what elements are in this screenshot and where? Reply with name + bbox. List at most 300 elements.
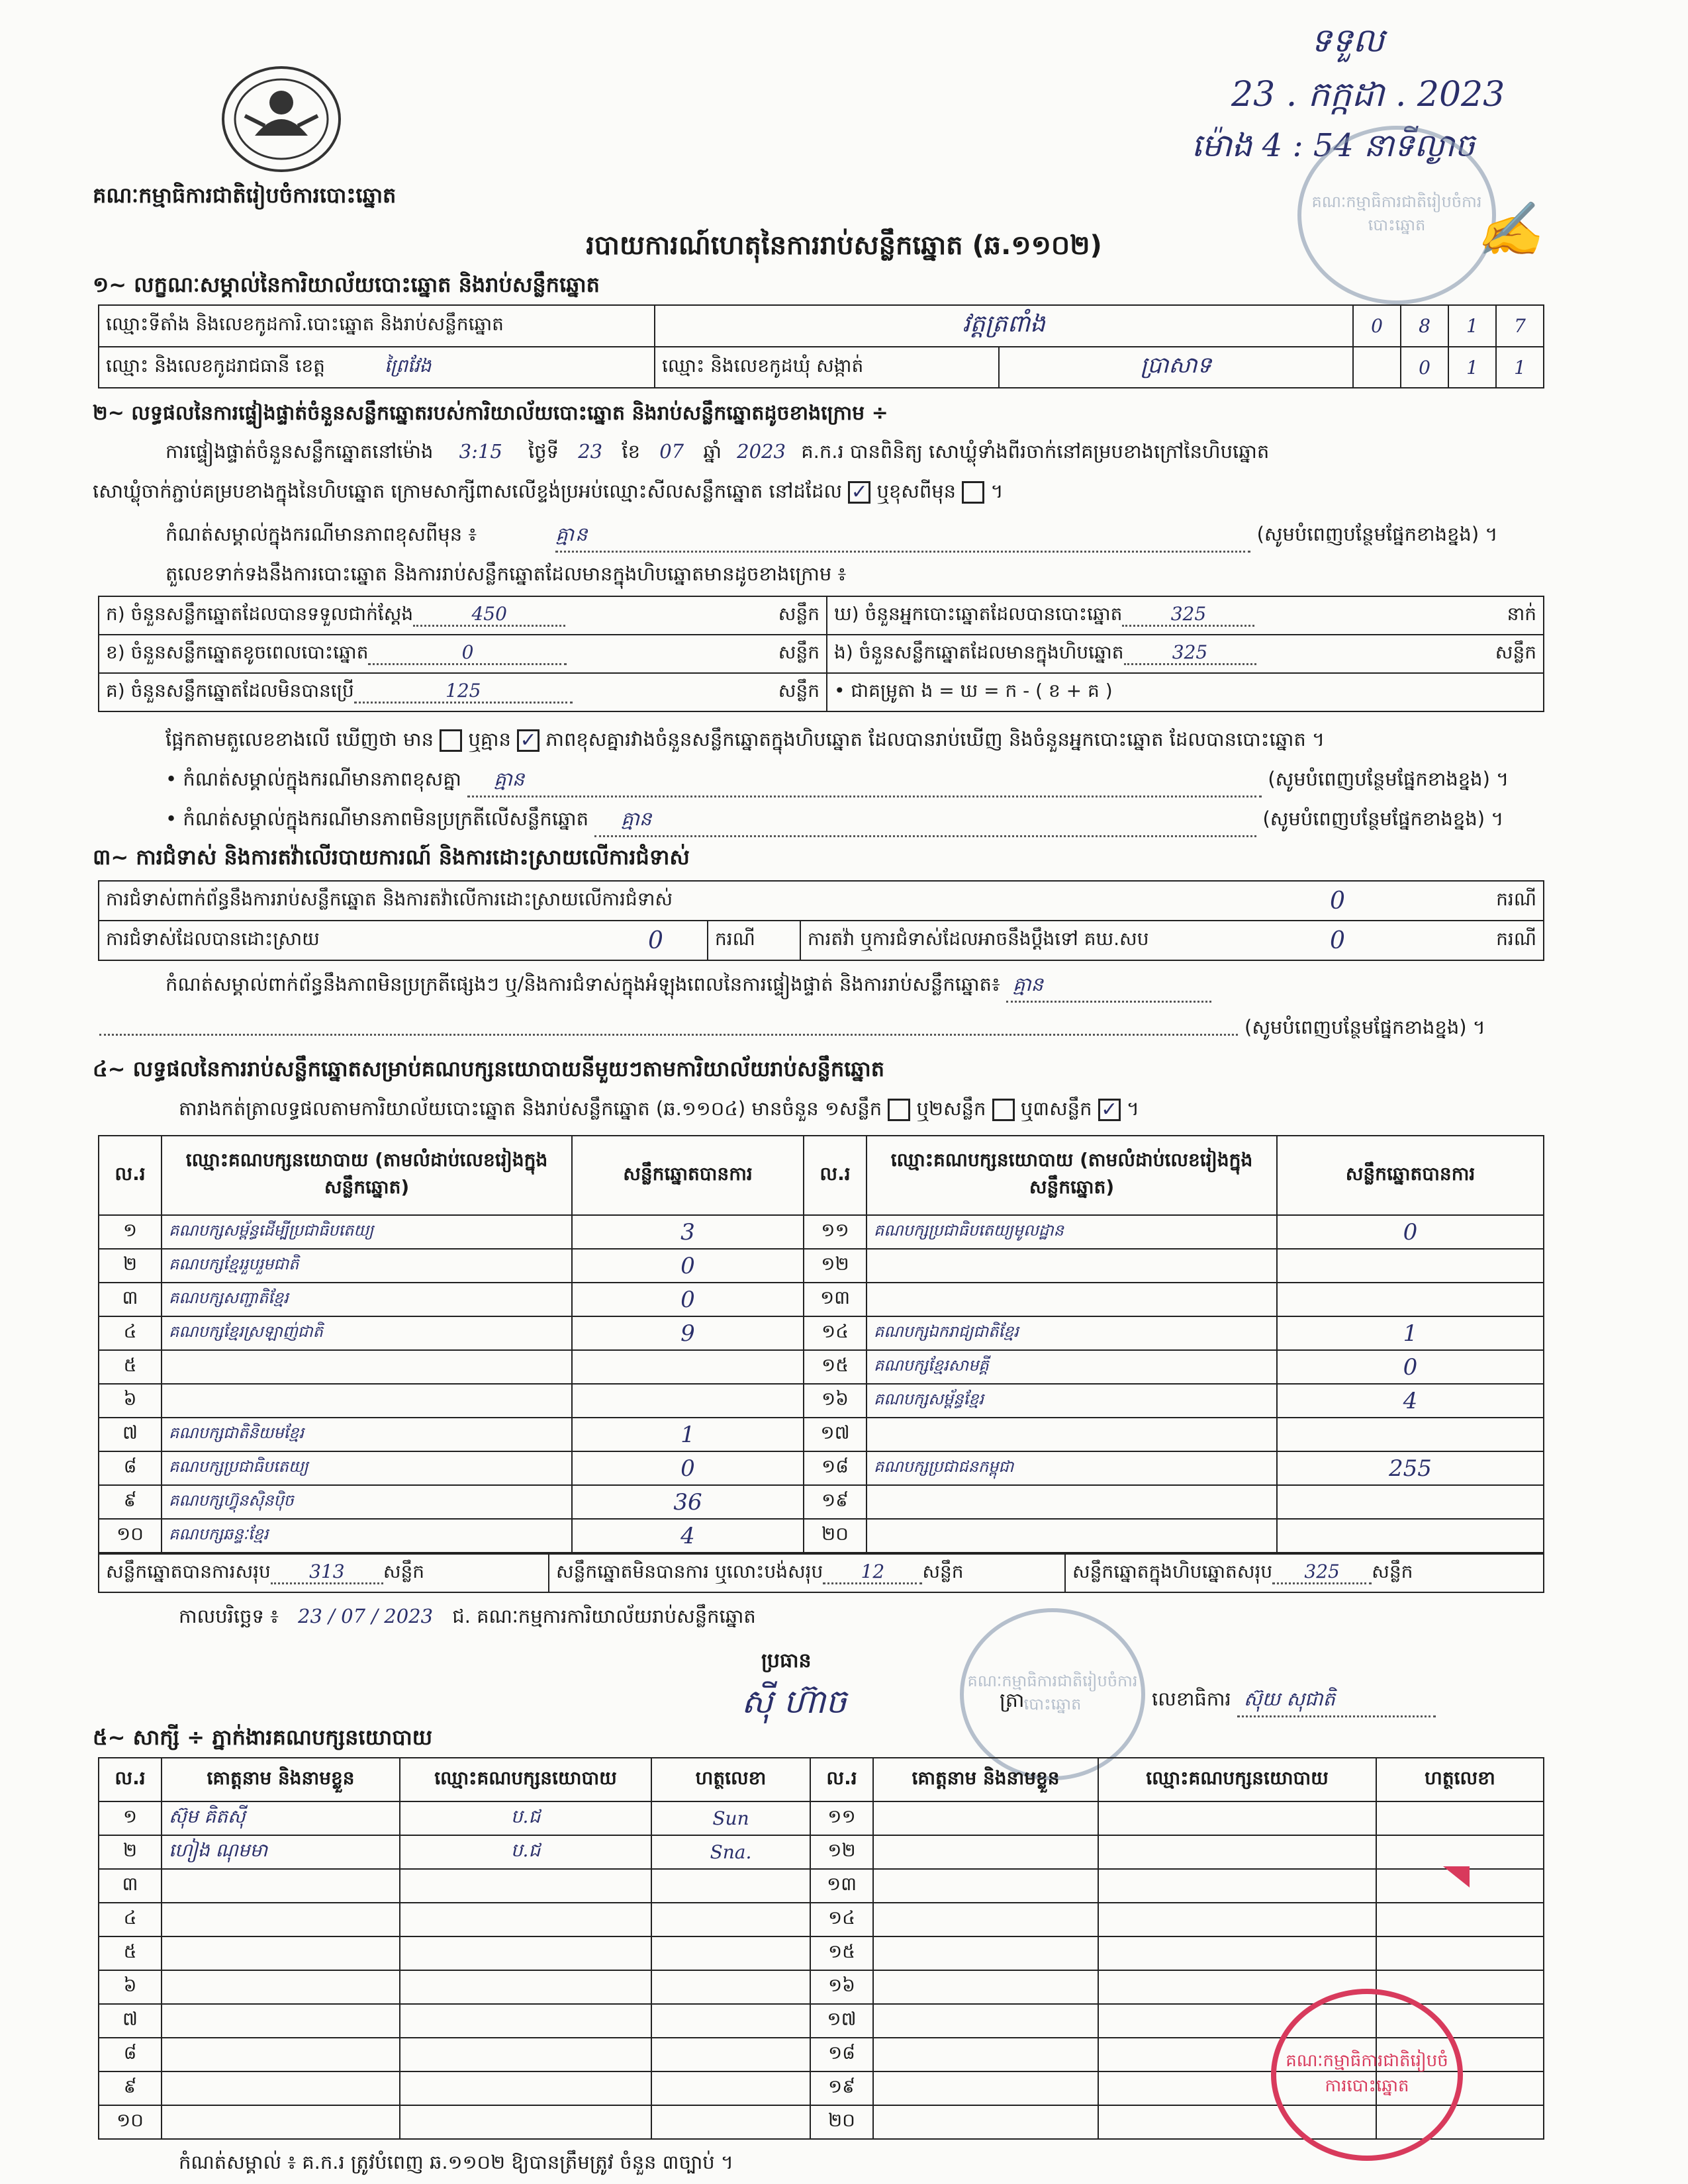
changed-checkbox[interactable]: [962, 481, 984, 504]
complaints-row1: [99, 881, 1544, 921]
count-ngo-label: ង) ចំនួនសន្លឹកឆ្នោតដែលមានក្នុងហិបឆ្នោត: [834, 641, 1124, 663]
no-difference-checkbox[interactable]: ✓: [517, 729, 539, 752]
count-ka-unit: សន្លឹក: [778, 602, 820, 625]
commune-code-3: 1: [1496, 347, 1544, 388]
three-sheet-label: ឬ៣សន្លឹក: [1020, 1097, 1092, 1120]
count-ko-label: គ) ចំនួនសន្លឹកឆ្នោតដែលមិនបានប្រើ: [106, 679, 354, 702]
secretary-value: ស៊ុយ សុជាតិ: [1237, 1688, 1436, 1717]
party-votes: [1277, 1283, 1544, 1316]
count-kha-value: 0: [368, 641, 567, 665]
chair-label: ប្រធាន: [761, 1649, 812, 1672]
verification-text-e: គ.ក.រ បានពិនិត្យ សោឃ្លុំទាំងពីរចាក់នៅគម្របខាងក្រៅនៃហិបឆ្នោត: [801, 440, 1270, 463]
results-row: [99, 1215, 1544, 1249]
total-box: [1065, 1554, 1544, 1592]
party-number: ១៤: [804, 1316, 867, 1350]
seal-text: គណៈកម្មាធិការជាតិរៀបចំការបោះឆ្នោត: [1311, 193, 1482, 234]
total-valid-label: សន្លឹកឆ្នោតបានការសរុប: [106, 1560, 271, 1582]
verification-year: 2023: [737, 440, 786, 463]
witness-signature: [1376, 1936, 1544, 1970]
witness-row: [99, 1801, 1544, 1835]
witness-signature: [651, 1936, 810, 1970]
party-name: [162, 1350, 572, 1384]
witness-number: ៥: [99, 1936, 162, 1970]
witness-name: [873, 1801, 1098, 1835]
party-name: [867, 1249, 1277, 1283]
witness-header-party-right: ឈ្មោះគណបក្សនយោបាយ: [1098, 1758, 1376, 1801]
verification-text-d: ឆ្នាំ: [703, 440, 722, 463]
party-name: គណបក្សជាតិនិយមខ្មែរ: [162, 1418, 572, 1451]
witness-party: [1098, 1869, 1376, 1903]
complaints-row1-value: 0: [1330, 887, 1345, 915]
witness-number: ១២: [810, 1835, 873, 1869]
witness-name: [873, 2038, 1098, 2071]
province-label: [99, 347, 655, 388]
counts-intro: តួលេខទាក់ទងនឹងការបោះឆ្នោត និងការរាប់សន្លឹកឆ្នោតដែលមានក្នុងហិបឆ្នោតមានដូចខាងក្រោម ៖: [165, 563, 847, 585]
witness-number: ១១: [810, 1801, 873, 1835]
party-number: ៣: [99, 1283, 162, 1316]
location-code-4: 7: [1496, 305, 1544, 347]
party-number: ១៧: [804, 1418, 867, 1451]
party-votes: 4: [1277, 1384, 1544, 1418]
seal-stamp-top: [1297, 126, 1496, 304]
results-header-votes-right: សន្លឹកឆ្នោតបានការ: [1277, 1136, 1544, 1215]
witness-name: [162, 1936, 400, 1970]
party-votes: [572, 1350, 804, 1384]
witness-number: ១៦: [810, 1970, 873, 2004]
commune-value: ប្រាសាទ: [999, 347, 1353, 388]
commune-code-1: 0: [1401, 347, 1448, 388]
witness-name: [873, 1903, 1098, 1936]
results-row: [99, 1249, 1544, 1283]
witness-name: ហៀង ណុមមា: [162, 1835, 400, 1869]
witness-party: [1098, 1936, 1376, 1970]
count-kho-label: ឃ) ចំនួនអ្នកបោះឆ្នោតដែលបានបោះឆ្នោត: [834, 602, 1123, 625]
party-name: [867, 1283, 1277, 1316]
party-votes: 0: [1277, 1350, 1544, 1384]
two-sheet-label: ឬ២សន្លឹក: [916, 1097, 986, 1120]
witness-header-sig-right: ហត្ថលេខា: [1376, 1758, 1544, 1801]
count-row-kho: [827, 596, 1544, 635]
difference-remark-value: គ្មាន: [555, 523, 1250, 553]
witness-row: [99, 1936, 1544, 1970]
count-ka-value: 450: [413, 603, 565, 627]
party-name: គណបក្សខ្មែរសាមគ្គី: [867, 1350, 1277, 1384]
witness-name: [162, 1970, 400, 2004]
results-header-no-right: ល.រ: [804, 1136, 867, 1215]
party-votes: 3: [572, 1215, 804, 1249]
witness-signature: Sun: [651, 1801, 810, 1835]
count-kha-unit: សន្លឹក: [778, 641, 820, 663]
witness-signature: [651, 1869, 810, 1903]
count-row-ka: [99, 596, 827, 635]
party-number: ១៩: [804, 1485, 867, 1519]
chair-signature: ស៊ី ហ៊ាច: [741, 1682, 847, 1721]
section1-table: [98, 304, 1544, 388]
witness-party: [400, 1936, 651, 1970]
sheet-count-text: តារាងកត់ត្រាលទ្ធផលតាមការិយាល័យបោះឆ្នោត និងរាប់សន្លឹកឆ្នោត (ឆ.១១០៤) មានចំនួន ១សន្លឹក: [179, 1097, 882, 1120]
verification-line1: [165, 440, 1269, 468]
witness-number: ២: [99, 1835, 162, 1869]
party-number: ៤: [99, 1316, 162, 1350]
verification-text-b: ថ្ងៃទី: [528, 440, 559, 463]
party-name: គណបក្សសម្ព័ន្ធខ្មែរ: [867, 1384, 1277, 1418]
party-name: គណបក្សឆន្ទៈខ្មែរ: [162, 1519, 572, 1553]
results-row: [99, 1384, 1544, 1418]
difference-remark: [165, 523, 1497, 553]
party-name: គណបក្សប្រជាធិបតេយ្យមូលដ្ឋាន: [867, 1215, 1277, 1249]
complaints-row2a-unit: ករណី: [708, 921, 800, 960]
bullet-difference-value: គ្មាន: [467, 768, 1262, 797]
party-number: ២០: [804, 1519, 867, 1553]
date-line: [179, 1605, 756, 1633]
count-row-kha: [99, 635, 827, 673]
witness-number: ៨: [99, 2038, 162, 2071]
count-row-ko: [99, 673, 827, 711]
witness-party: [400, 1970, 651, 2004]
footer-note: កំណត់សម្គាល់ ៖ គ.ក.រ ត្រូវបំពេញ ឆ.១១០២ ឱ្យបានត្រឹមត្រូវ ចំនួន ៣ច្បាប់ ។: [179, 2151, 734, 2173]
complaints-row2b: [800, 921, 1544, 960]
results-row: [99, 1485, 1544, 1519]
party-votes: [1277, 1485, 1544, 1519]
complaints-row1-unit: ករណី: [1496, 887, 1536, 910]
complaints-row1-label: ការជំទាស់ពាក់ព័ន្ធនឹងការរាប់សន្លឹកឆ្នោត និងការតវ៉ាលើការដោះស្រាយលើការជំទាស់: [106, 887, 673, 910]
witness-party: [1098, 1835, 1376, 1869]
party-votes: 255: [1277, 1451, 1544, 1485]
location-code-2: 8: [1401, 305, 1448, 347]
party-votes: 36: [572, 1485, 804, 1519]
results-header-party-right: ឈ្មោះគណបក្សនយោបាយ (តាមលំដាប់លេខរៀងក្នុងសន្លឹកឆ្នោត): [867, 1136, 1277, 1215]
total-box-unit: សន្លឹក: [1372, 1560, 1413, 1582]
verification-month: 07: [659, 440, 684, 463]
one-sheet-checkbox[interactable]: [888, 1099, 910, 1121]
count-ngo-unit: សន្លឹក: [1495, 641, 1536, 663]
section1-title: ១~ លក្ខណៈសម្គាល់នៃការិយាល័យបោះឆ្នោត និងរាប់សន្លឹកឆ្នោត: [93, 272, 600, 297]
witness-name: [162, 2004, 400, 2038]
date-value: 23 / 07 / 2023: [298, 1605, 434, 1627]
party-name: គណបក្សប្រជាជនកម្ពុជា: [867, 1451, 1277, 1485]
witness-name: [162, 2105, 400, 2139]
witness-number: ១៧: [810, 2004, 873, 2038]
party-name: គណបក្សខ្មែរស្រឡាញ់ជាតិ: [162, 1316, 572, 1350]
count-ka-label: ក) ចំនួនសន្លឹកឆ្នោតដែលបានទទួលជាក់ស្តែង: [106, 602, 414, 625]
results-header-party: ឈ្មោះគណបក្សនយោបាយ (តាមលំដាប់លេខរៀងក្នុងសន្លឹកឆ្នោត): [162, 1136, 572, 1215]
witness-number: ៣: [99, 1869, 162, 1903]
party-number: ១០: [99, 1519, 162, 1553]
witness-name: [162, 2071, 400, 2105]
witness-header-sig: ហត្ថលេខា: [651, 1758, 810, 1801]
witness-party: [1098, 1903, 1376, 1936]
fill-hint-1: (សូមបំពេញបន្ថែមផ្នែកខាងខ្នង) ។: [1256, 523, 1498, 545]
party-number: ២: [99, 1249, 162, 1283]
form-title: របាយការណ៍ហេតុនៃការរាប់សន្លឹកឆ្នោត (ឆ.១១០២): [586, 230, 1102, 261]
witness-signature: [651, 2071, 810, 2105]
party-votes: 0: [572, 1283, 804, 1316]
total-invalid: [549, 1554, 1065, 1592]
witness-party: ប.ជ: [400, 1801, 651, 1835]
three-sheet-checkbox[interactable]: ✓: [1098, 1099, 1121, 1121]
witness-party: ប.ជ: [400, 1835, 651, 1869]
witness-party: [400, 2071, 651, 2105]
total-invalid-value: 12: [823, 1561, 922, 1584]
party-name: គណបក្សខ្មែររួបរួមជាតិ: [162, 1249, 572, 1283]
verification-day: 23: [578, 440, 603, 463]
party-number: ៩: [99, 1485, 162, 1519]
witness-signature: Sna.: [651, 1835, 810, 1869]
total-box-label: សន្លឹកឆ្នោតក្នុងហិបឆ្នោតសរុប: [1072, 1560, 1273, 1582]
compare-text-c: ភាពខុសគ្នារវាងចំនួនសន្លឹកឆ្នោតក្នុងហិបឆ្នោត ដែលបានរាប់ឃើញ និងចំនួនអ្នកបោះឆ្នោត ដែលបានបោះឆ្នោត ។: [545, 728, 1325, 751]
complaints-remark-value: គ្មាន: [1006, 973, 1211, 1003]
party-name: គណបក្សសញ្ជាតិខ្មែរ: [162, 1283, 572, 1316]
location-label: ឈ្មោះទីតាំង និងលេខកូដការិ.បោះឆ្នោត និងរាប់សន្លឹកឆ្នោត: [99, 305, 655, 347]
party-votes: 1: [572, 1418, 804, 1451]
total-valid-unit: សន្លឹក: [383, 1560, 425, 1582]
verification-time: 3:15: [459, 440, 502, 463]
party-number: ៦: [99, 1384, 162, 1418]
section3-title: ៣~ ការជំទាស់ និងការតវ៉ាលើរបាយការណ៍ និងការដោះស្រាយលើការជំទាស់: [93, 844, 690, 870]
party-name: [867, 1418, 1277, 1451]
results-totals: [98, 1553, 1544, 1593]
results-row: [99, 1418, 1544, 1451]
witness-name: [873, 1970, 1098, 2004]
count-kho-unit: នាក់: [1507, 602, 1536, 625]
witness-name: [873, 2071, 1098, 2105]
party-votes: [1277, 1418, 1544, 1451]
results-header-no: ល.រ: [99, 1136, 162, 1215]
count-ko-value: 125: [354, 680, 573, 704]
party-votes: 4: [572, 1519, 804, 1553]
witness-name: [873, 1835, 1098, 1869]
party-number: ៧: [99, 1418, 162, 1451]
party-number: ១២: [804, 1249, 867, 1283]
witness-party: [400, 2004, 651, 2038]
commune-label: ឈ្មោះ និងលេខកូដឃុំ សង្កាត់: [655, 347, 999, 388]
witness-number: ១៨: [810, 2038, 873, 2071]
seal-red-text: គណៈកម្មាធិការជាតិរៀបចំការបោះឆ្នោត: [1286, 2051, 1448, 2096]
section2-title: ២~ លទ្ធផលនៃការផ្ទៀងផ្ទាត់ចំនួនសន្លឹកឆ្នោតរបស់ការិយាល័យបោះឆ្នោត និងរាប់សន្លឹកឆ្នោតដូចខាងក្រោម ÷: [93, 402, 888, 425]
total-valid-value: 313: [271, 1561, 383, 1584]
party-name: គណបក្សសម្ព័ន្ធដើម្បីប្រជាធិបតេយ្យ: [162, 1215, 572, 1249]
results-row: [99, 1451, 1544, 1485]
fill-hint-3: (សូមបំពេញបន្ថែមផ្នែកខាងខ្នង) ។: [1262, 807, 1504, 830]
witness-number: ១៣: [810, 1869, 873, 1903]
party-votes: 0: [572, 1249, 804, 1283]
bullet-irregular-value: គ្មាន: [594, 807, 1256, 837]
count-kho-value: 325: [1122, 603, 1254, 627]
complaints-row2a-label: ការជំទាស់ដែលបានដោះស្រាយ: [106, 927, 320, 950]
total-valid: [99, 1554, 549, 1592]
party-votes: [1277, 1249, 1544, 1283]
witness-signature: [651, 2105, 810, 2139]
count-ngo-value: 325: [1124, 641, 1256, 665]
witness-number: ៩: [99, 2071, 162, 2105]
results-row: [99, 1350, 1544, 1384]
witness-party: [400, 1869, 651, 1903]
has-difference-checkbox[interactable]: [440, 729, 462, 752]
witness-name: [162, 2038, 400, 2071]
party-name: [867, 1519, 1277, 1553]
party-name: គណបក្សឯករាជ្យជាតិខ្មែរ: [867, 1316, 1277, 1350]
complaints-row2a-value: 0: [648, 927, 663, 954]
verification-text-a: ការផ្ទៀងផ្ទាត់ចំនួនសន្លឹកឆ្នោតនៅម៉ោង: [165, 440, 434, 463]
witness-signature: [651, 2038, 810, 2071]
complaints-dotline: [99, 1016, 1238, 1036]
witness-signature: [1376, 1835, 1544, 1869]
total-box-value: 325: [1272, 1561, 1372, 1584]
witness-header-name: គោត្តនាម និងនាមខ្លួន: [162, 1758, 400, 1801]
province-value: ព្រៃវែង: [384, 354, 432, 377]
complaints-row2b-label: ការតវ៉ា ឬការជំទាស់ដែលអាចនឹងប្តឹងទៅ គឃ.សប: [808, 927, 1149, 950]
witness-number: ៦: [99, 1970, 162, 2004]
party-number: ៥: [99, 1350, 162, 1384]
witness-header-name-right: គោត្តនាម និងនាមខ្លួន: [873, 1758, 1098, 1801]
fill-hint-4: (សូមបំពេញបន្ថែមផ្នែកខាងខ្នង) ។: [1244, 1016, 1485, 1038]
witness-number: ១៤: [810, 1903, 873, 1936]
witness-signature: [1376, 1903, 1544, 1936]
signature-top: ✍: [1476, 199, 1542, 260]
seal-middle-text: គណៈកម្មាធិការជាតិរៀបចំការបោះឆ្នោត: [967, 1672, 1138, 1713]
witness-name: [873, 1869, 1098, 1903]
section5-title: ៥~ សាក្សី ÷ ភ្នាក់ងារគណបក្សនយោបាយ: [93, 1725, 433, 1750]
bullet-irregular-label: • កំណត់សម្គាល់ក្នុងករណីមានភាពមិនប្រក្រតីលើសន្លឹកឆ្នោត: [165, 807, 589, 830]
witness-name: [873, 2004, 1098, 2038]
witness-name: [873, 2105, 1098, 2139]
complaints-row2a: [99, 921, 708, 960]
receipt-label: ទទួល: [1311, 21, 1385, 60]
province-label-text: ឈ្មោះ និងលេខកូដរាជធានី ខេត្ត: [106, 354, 325, 377]
party-votes: 0: [1277, 1215, 1544, 1249]
party-number: ១៥: [804, 1350, 867, 1384]
witness-name: [162, 1869, 400, 1903]
seal-stamp-red: [1271, 1989, 1463, 2161]
location-code-3: 1: [1448, 305, 1496, 347]
witness-signature: [1376, 1801, 1544, 1835]
witness-party: [400, 2038, 651, 2071]
witness-row: [99, 1835, 1544, 1869]
fill-hint-2: (សូមបំពេញបន្ថែមផ្នែកខាងខ្នង) ។: [1268, 768, 1509, 790]
location-code-1: 0: [1353, 305, 1401, 347]
witness-header-party: ឈ្មោះគណបក្សនយោបាយ: [400, 1758, 651, 1801]
section4-title: ៤~ លទ្ធផលនៃការរាប់សន្លឹកឆ្នោតសម្រាប់គណបក្សនយោបាយនីមួយៗតាមការិយាល័យរាប់សន្លឹកឆ្នោត: [93, 1056, 885, 1081]
signoff-text: ជ. គណៈកម្មការការិយាល័យរាប់សន្លឹកឆ្នោត: [452, 1605, 756, 1627]
party-votes: [1277, 1519, 1544, 1553]
bullet-difference-label: • កំណត់សម្គាល់ក្នុងករណីមានភាពខុសគ្នា: [165, 768, 461, 790]
location-value: វត្តត្រពាំង: [655, 305, 1353, 347]
total-invalid-unit: សន្លឹក: [922, 1560, 964, 1582]
witness-signature: [651, 2004, 810, 2038]
total-invalid-label: សន្លឹកឆ្នោតមិនបានការ ឬលោះបង់សរុប: [556, 1560, 823, 1582]
verification-text-c: ខែ: [622, 440, 640, 463]
verification-line2: សោឃ្លុំចាក់ភ្ជាប់គម្របខាងក្នុងនៃហិបឆ្នោត ក្រោមសាក្សីពាសលើខ្ទង់ប្រអប់ឈ្មោះសីលសន្លឹកឆ្នោត នៅដដែល ✓ ឬខុសពីមុន ។: [93, 480, 1004, 504]
witness-signature: [651, 1970, 810, 2004]
results-row: [99, 1316, 1544, 1350]
witness-row: [99, 1903, 1544, 1936]
complaints-row2b-unit: ករណី: [1496, 927, 1536, 950]
date-label: កាលបរិច្ឆេទ ៖: [179, 1605, 279, 1627]
red-flag-mark: [1443, 1866, 1470, 1888]
count-kha-label: ខ) ចំនួនសន្លឹកឆ្នោតខូចពេលបោះឆ្នោត: [106, 641, 369, 663]
party-name: គណបក្សប្រជាធិបតេយ្យ: [162, 1451, 572, 1485]
count-formula: • ជាគម្រូតា ង = ឃ = ក - ( ខ + គ ): [827, 673, 1544, 711]
complaints-table: [98, 880, 1544, 961]
count-row-ngo: [827, 635, 1544, 673]
results-body: [99, 1215, 1544, 1553]
compare-text-b: ឬគ្មាន: [468, 728, 511, 751]
witness-number: ១០: [99, 2105, 162, 2139]
party-name: [162, 1384, 572, 1418]
party-votes: 0: [572, 1451, 804, 1485]
changed-label: ឬខុសពីមុន: [876, 480, 957, 502]
witness-number: ២០: [810, 2105, 873, 2139]
witness-number: ១៥: [810, 1936, 873, 1970]
party-number: ១៨: [804, 1451, 867, 1485]
witness-number: ៧: [99, 2004, 162, 2038]
witness-party: [1098, 1801, 1376, 1835]
difference-remark-label: កំណត់សម្គាល់ក្នុងករណីមានភាពខុសពីមុន ៖: [165, 523, 477, 545]
secretary-line: [1152, 1688, 1436, 1717]
witness-name: [162, 1903, 400, 1936]
party-number: ១១: [804, 1215, 867, 1249]
party-number: ១៦: [804, 1384, 867, 1418]
committee-name: គណៈកម្មាធិការជាតិរៀបចំការបោះឆ្នោត: [93, 183, 397, 208]
results-table: [98, 1135, 1544, 1553]
seal-stamp-middle: [960, 1608, 1145, 1780]
party-votes: 1: [1277, 1316, 1544, 1350]
commune-code-blank: [1353, 347, 1401, 388]
emblem-logo: [218, 63, 344, 175]
witness-number: ៤: [99, 1903, 162, 1936]
witness-signature: [651, 1903, 810, 1936]
bullet-difference: [165, 768, 1509, 797]
party-votes: [572, 1384, 804, 1418]
verification-text-f: សោឃ្លុំចាក់ភ្ជាប់គម្របខាងក្នុងនៃហិបឆ្នោត ក្រោមសាក្សីពាសលើខ្ទង់ប្រអប់ឈ្មោះសីលសន្លឹកឆ្នោត នៅដដែល: [93, 480, 842, 502]
commune-code-2: 1: [1448, 347, 1496, 388]
party-name: [867, 1485, 1277, 1519]
results-row: [99, 1283, 1544, 1316]
receipt-date: 23 . កក្កដា . 2023: [1231, 75, 1505, 114]
compare-text-a: ផ្អែកតាមតួលេខខាងលើ ឃើញថា មាន: [165, 728, 434, 751]
party-number: ១៣: [804, 1283, 867, 1316]
witness-number: ១: [99, 1801, 162, 1835]
results-row: [99, 1519, 1544, 1553]
witness-name: ស៊ុម គិតស៊ី: [162, 1801, 400, 1835]
complaints-remark-label: កំណត់សម្គាល់ពាក់ព័ន្ធនឹងភាពមិនប្រក្រតីផ្សេងៗ ឬ/និងការជំទាស់ក្នុងអំឡុងពេលនៃការផ្ទៀងផ្ទាត់ និងការរាប់សន្លឹកឆ្នោត៖: [165, 973, 1000, 995]
receipt-time: ម៉ោង 4 : 54 នាទីល្ងាច: [1192, 127, 1475, 164]
party-name: គណបក្សហ៊្វុនស៊ិនប៉ិច: [162, 1485, 572, 1519]
witness-party: [400, 1903, 651, 1936]
results-header-votes: សន្លឹកឆ្នោតបានការ: [572, 1136, 804, 1215]
same-checkbox[interactable]: ✓: [848, 481, 870, 504]
sheet-count-line: តារាងកត់ត្រាលទ្ធផលតាមការិយាល័យបោះឆ្នោត និងរាប់សន្លឹកឆ្នោត (ឆ.១១០៤) មានចំនួន ១សន្លឹក ឬ២សន្លឹក ឬ៣សន្លឹក ✓ ។: [179, 1097, 1140, 1121]
witness-name: [873, 1936, 1098, 1970]
complaints-row2b-value: 0: [1330, 927, 1345, 954]
witness-party: [400, 2105, 651, 2139]
party-number: ១: [99, 1215, 162, 1249]
witness-number: ១៩: [810, 2071, 873, 2105]
witness-row: [99, 1869, 1544, 1903]
complaints-remark: [165, 973, 1211, 1003]
counts-table: [98, 596, 1544, 712]
party-votes: 9: [572, 1316, 804, 1350]
secretary-label: លេខាធិការ: [1152, 1688, 1231, 1710]
seal-label: ត្រា: [1000, 1689, 1025, 1712]
bullet-irregular: [165, 807, 1503, 837]
count-ko-unit: សន្លឹក: [778, 679, 820, 702]
witness-header-no-right: ល.រ: [810, 1758, 873, 1801]
witness-header-no: ល.រ: [99, 1758, 162, 1801]
party-number: ៨: [99, 1451, 162, 1485]
two-sheet-checkbox[interactable]: [992, 1099, 1015, 1121]
compare-line: [165, 728, 1325, 756]
